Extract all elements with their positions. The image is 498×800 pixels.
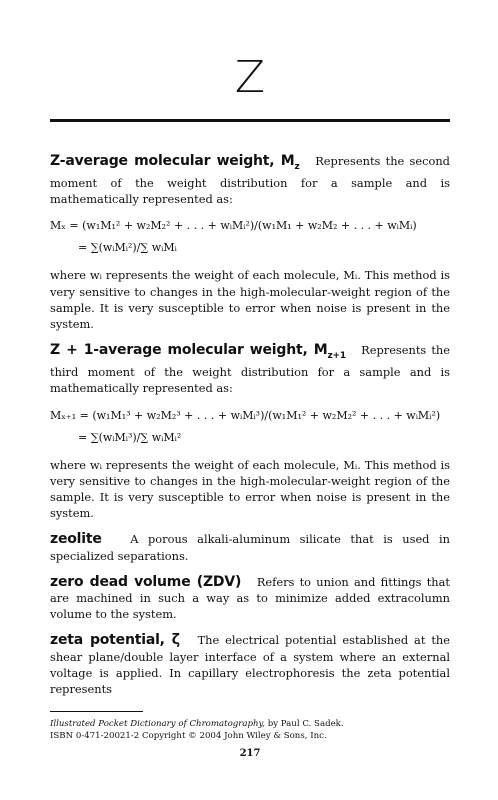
- entry-term: Z + 1-average molecular weight, $M_{z+1}$: [50, 342, 346, 362]
- footnote-isbn: ISBN 0-471-20021-2 Copyright © 2004 John Wiley & Sons, Inc.: [50, 731, 327, 741]
- entry-definition: Represents the second moment of the weight distribution for a sample and is mathematically represented as:: [50, 154, 450, 207]
- entry-z-plus-1-average: [50, 342, 450, 396]
- entry-z-average: [50, 153, 450, 207]
- entry-term: zero dead volume (ZDV): [50, 573, 242, 590]
- entry-zeta-potential: [50, 632, 450, 697]
- entry-definition: Refers to union and fittings that are machined in such a way as to minimize added extracolumn volume to the system.: [50, 574, 450, 622]
- entry-explanation: where wᵢ represents the weight of each molecule, Mᵢ. This method is very sensitive to changes in the high-molecular-weight region of the sample. It is very susceptible to error when noise is present in the system.: [50, 268, 450, 332]
- section-letter-heading: Z: [234, 52, 266, 103]
- entry-definition: Represents the third moment of the weight distribution for a sample and is mathematically represented as:: [50, 343, 451, 396]
- equation-line: Mₓ = (w₁M₁² + w₂M₂² + . . . + wᵢMᵢ²)/(w₁M₁ + w₂M₂ + . . . + wᵢMᵢ): [50, 219, 417, 233]
- entry-definition: A porous alkali-aluminum silicate that is used in specialized separations.: [50, 532, 450, 563]
- entry-term: Z-average molecular weight, $M_z$: [50, 153, 300, 172]
- equation-line: = ∑(wᵢMᵢ³)/∑ wᵢMᵢ²: [78, 430, 182, 444]
- heading-rule: [50, 119, 450, 122]
- book-author: by Paul C. Sadek.: [267, 719, 344, 729]
- entry-explanation: where wᵢ represents the weight of each molecule, Mᵢ. This method is very sensitive to changes in the high-molecular-weight region of the sample. It is very susceptible to error when noise is present in the system.: [50, 457, 450, 521]
- equation-line: = ∑(wᵢMᵢ²)/∑ wᵢMᵢ: [78, 241, 177, 255]
- entry-zero-dead-volume: [50, 574, 450, 623]
- dictionary-page: [50, 0, 450, 800]
- equation-z-average: [50, 215, 450, 259]
- entry-definition: The electrical potential established at the shear plane/double layer interface of a system where an external voltage is applied. In capillary electrophoresis the zeta potential represents: [50, 633, 450, 697]
- footnote-citation: [50, 718, 450, 730]
- equation-line: Mₓ₊₁ = (w₁M₁³ + w₂M₂³ + . . . + wᵢMᵢ³)/(w₁M₁² + w₂M₂² + . . . + wᵢMᵢ²): [50, 408, 441, 422]
- entry-zeolite: [50, 531, 450, 563]
- entry-term: zeta potential, ζ: [50, 632, 180, 649]
- entry-term: zeolite: [50, 531, 102, 548]
- page-number: 217: [239, 748, 261, 759]
- book-title: Illustrated Pocket Dictionary of Chromatography,: [50, 719, 265, 729]
- entries-container: [50, 153, 450, 697]
- footnote-rule: [50, 711, 143, 712]
- equation-z-plus-1-average: [50, 405, 450, 449]
